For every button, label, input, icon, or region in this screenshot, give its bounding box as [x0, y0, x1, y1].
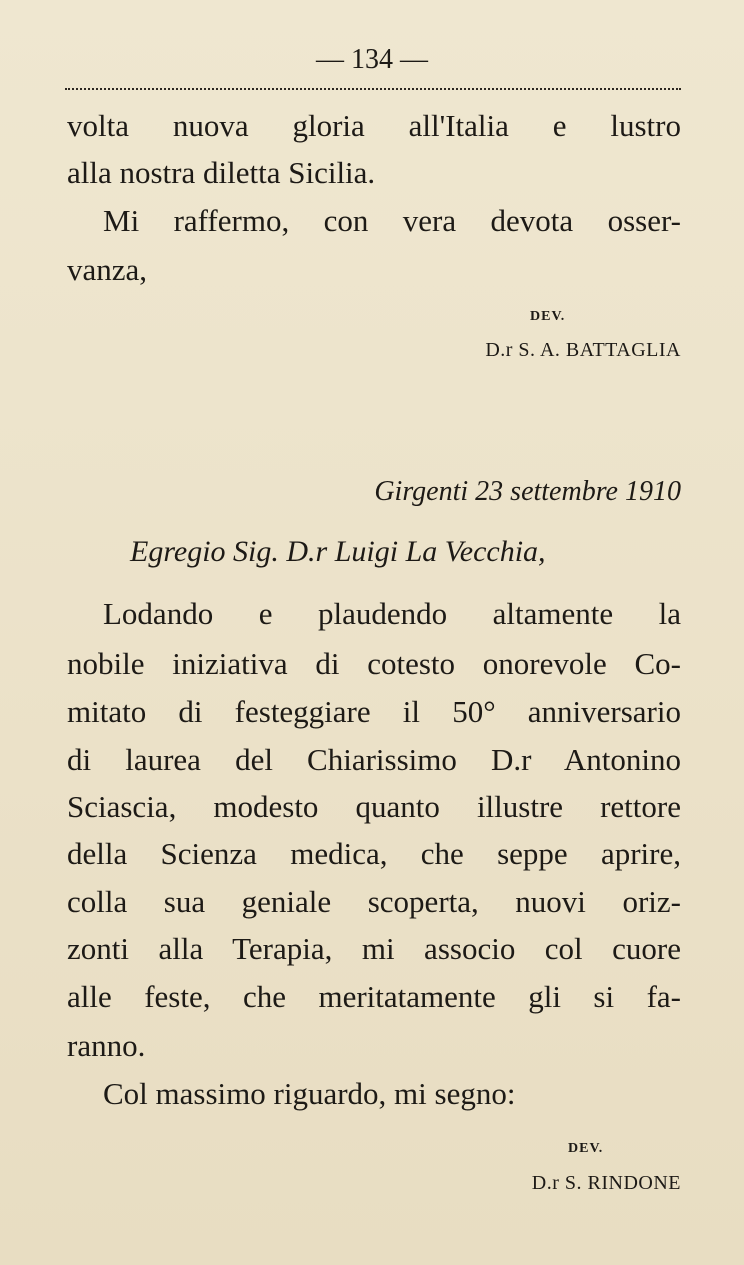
- text-line: volta nuova gloria all'Italia e lustro: [67, 108, 681, 143]
- text-line: alla nostra diletta Sicilia.: [67, 155, 376, 190]
- place-date: Girgenti 23 settembre 1910: [374, 476, 681, 507]
- salutation: Egregio Sig. D.r Luigi La Vecchia,: [130, 535, 546, 568]
- text-line: mitato di festeggiare il 50° anniversario: [67, 694, 681, 729]
- text-line: della Scienza medica, che seppe aprire,: [67, 836, 681, 871]
- signature: D.r S. RINDONE: [531, 1172, 681, 1194]
- dev-abbreviation: DEV.: [568, 1141, 604, 1156]
- text-line: Sciascia, modesto quanto illustre rettore: [67, 789, 681, 824]
- text-line: vanza,: [67, 252, 148, 287]
- dev-abbreviation: DEV.: [530, 309, 566, 324]
- text-line: ranno.: [67, 1028, 146, 1063]
- text-line: di laurea del Chiarissimo D.r Antonino: [67, 742, 681, 777]
- text-line: colla sua geniale scoperta, nuovi oriz-: [67, 884, 681, 919]
- signature: D.r S. A. BATTAGLIA: [485, 339, 681, 361]
- text-line: Mi raffermo, con vera devota osser-: [103, 203, 681, 238]
- text-line: alle feste, che meritatamente gli si fa-: [67, 979, 681, 1014]
- page-number: — 134 —: [316, 44, 428, 75]
- closing-line: Col massimo riguardo, mi segno:: [103, 1076, 516, 1111]
- dotted-divider: [65, 88, 681, 90]
- text-line: nobile iniziativa di cotesto onorevole Co-: [67, 646, 681, 681]
- text-line: Lodando e plaudendo altamente la: [103, 596, 681, 631]
- text-line: zonti alla Terapia, mi associo col cuore: [67, 931, 681, 966]
